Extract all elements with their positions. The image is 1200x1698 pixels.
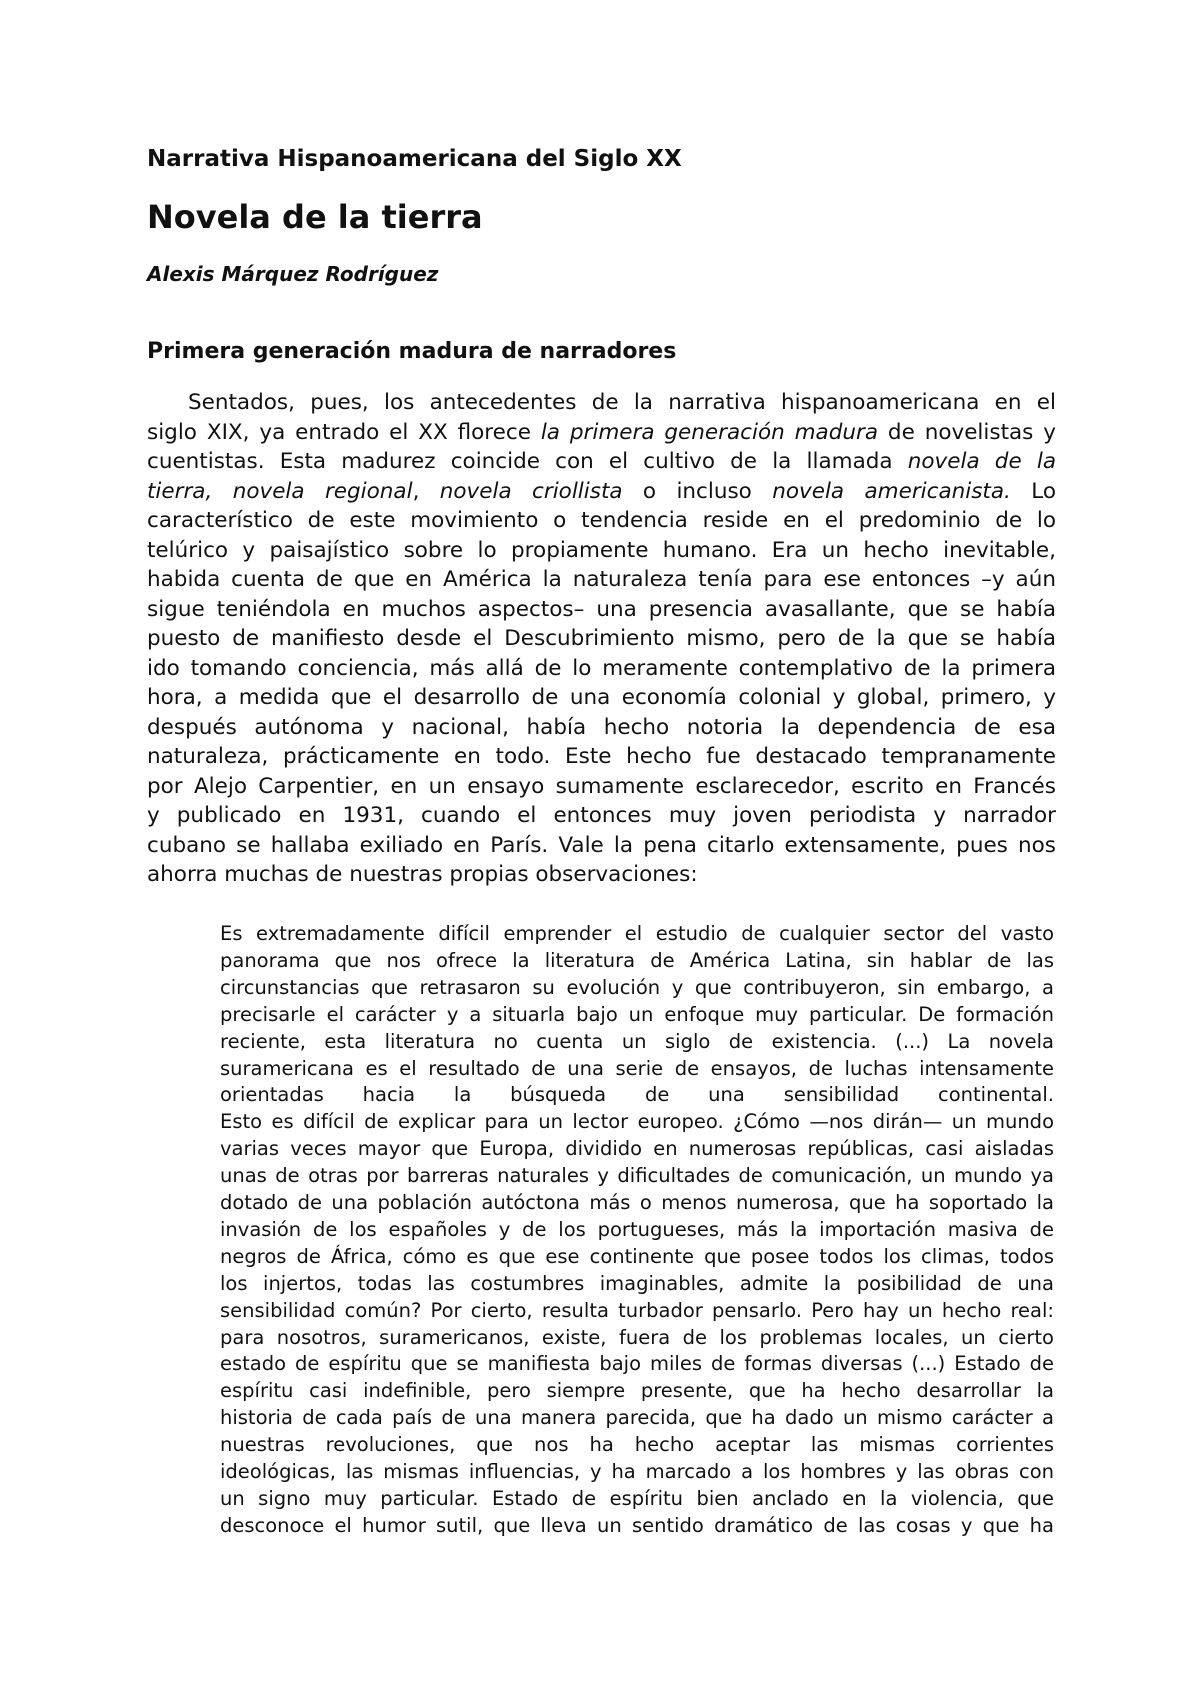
paragraph-line xyxy=(147,507,1056,535)
text-span: Lo xyxy=(1010,478,1057,504)
text-span: puesto de manifiesto desde el Descubrimiento mismo, pero de la que se había xyxy=(147,626,1056,651)
quote-line: dotado de una población autóctona más o menos numerosa, que ha soportado la xyxy=(220,1191,1054,1214)
quote-line: un signo muy particular. Estado de espíritu bien anclado en la violencia, que xyxy=(220,1486,1054,1510)
paragraph-line xyxy=(147,773,1056,801)
document-title: Narrativa Hispanoamericana del Siglo XX xyxy=(147,146,682,172)
quote-line: precisarle el carácter y a situarla bajo un enfoque muy particular. De formación xyxy=(220,1002,1054,1026)
paragraph-line xyxy=(147,448,1056,476)
document-subtitle: Novela de la tierra xyxy=(147,198,483,236)
paragraph-line xyxy=(147,419,1056,447)
quote-line: estado de espíritu que se manifiesta bajo miles de formas diversas (...) Estado de xyxy=(220,1352,1054,1376)
paragraph-line xyxy=(147,478,1056,506)
quote-line: sensibilidad común? Por cierto, resulta turbador pensarlo. Pero hay un hecho real: xyxy=(220,1298,1054,1322)
text-span: naturaleza, prácticamente en todo. Este hecho fue destacado tempranamente xyxy=(147,744,1056,769)
quote-line: para nosotros, suramericanos, existe, fuera de los problemas locales, un cierto xyxy=(220,1325,1054,1349)
text-span: siglo XIX, ya entrado el XX florece xyxy=(147,419,541,445)
paragraph-line xyxy=(147,832,1056,860)
quote-line: orientadas hacia la búsqueda de una sensibilidad continental. xyxy=(220,1083,1054,1107)
paragraph-line xyxy=(147,655,1056,683)
paragraph-line xyxy=(147,566,1056,594)
paragraph-line xyxy=(147,743,1056,771)
text-span: por Alejo Carpentier, en un ensayo sumamente esclarecedor, escrito en Francés xyxy=(147,773,1056,799)
italic-text: la primera generación madura xyxy=(540,419,879,445)
italic-text: novela de la xyxy=(907,449,1056,474)
italic-text: tierra, novela regional xyxy=(147,478,413,504)
text-span: , xyxy=(412,478,440,504)
quote-line: panorama que nos ofrece la literatura de América Latina, sin hablar de las xyxy=(220,948,1054,972)
text-span: Sentados, pues, los antecedentes de la narrativa hispanoamericana en el xyxy=(188,390,1056,415)
quote-line: nuestras revoluciones, que nos ha hecho aceptar las mismas corrientes xyxy=(220,1433,1054,1457)
quote-line: varias veces mayor que Europa, dividido en numerosas repúblicas, casi aisladas xyxy=(220,1137,1054,1161)
paragraph-line xyxy=(147,684,1056,712)
paragraph-line xyxy=(147,625,1056,653)
quote-line: suramericana es el resultado de una serie de ensayos, de luchas intensamente xyxy=(220,1056,1054,1080)
paragraph-line xyxy=(147,802,1056,830)
text-span: o incluso xyxy=(622,478,773,504)
text-span: telúrico y paisajístico sobre lo propiamente humano. Era un hecho inevitable, xyxy=(147,537,1056,563)
text-span: ahorra muchas de nuestras propias observaciones: xyxy=(147,862,698,887)
quote-line: circunstancias que retrasaron su evolución y que contribuyeron, sin embargo, a xyxy=(220,975,1054,999)
text-span: ido tomando conciencia, más allá de lo meramente contemplativo de la primera xyxy=(147,655,1056,681)
paragraph-line xyxy=(147,537,1056,565)
text-span: sigue teniéndola en muchos aspectos– una presencia avasallante, que se había xyxy=(147,596,1056,622)
text-span: cubano se hallaba exiliado en París. Vale la pena citarlo extensamente, pues nos xyxy=(147,832,1056,858)
italic-text: novela criollista xyxy=(439,478,623,504)
paragraph-line xyxy=(147,596,1056,624)
text-span: hora, a medida que el desarrollo de una economía colonial y global, primero, y xyxy=(147,685,1056,710)
text-span: cuentistas. Esta madurez coincide con el cultivo de la llamada xyxy=(147,449,908,474)
quote-line: Esto es difícil de explicar para un lector europeo. ¿Cómo —nos dirán— un mundo xyxy=(220,1110,1054,1134)
quote-line: los injertos, todas las costumbres imaginables, admite la posibilidad de una xyxy=(220,1271,1054,1295)
paragraph-line xyxy=(147,714,1056,742)
text-span: después autónoma y nacional, había hecho notoria la dependencia de esa xyxy=(147,714,1056,740)
quote-line: historia de cada país de una manera parecida, que ha dado un mismo carácter a xyxy=(220,1406,1054,1430)
quote-line: Es extremadamente difícil emprender el estudio de cualquier sector del vasto xyxy=(220,922,1054,945)
text-span: habida cuenta de que en América la naturaleza tenía para ese entonces –y aún xyxy=(147,567,1056,592)
quote-line: ideológicas, las mismas influencias, y ha marcado a los hombres y las obras con xyxy=(220,1460,1054,1483)
author-name: Alexis Márquez Rodríguez xyxy=(147,262,439,286)
quote-line: unas de otras por barreras naturales y dificultades de comunicación, un mundo ya xyxy=(220,1164,1054,1188)
paragraph-line xyxy=(188,389,1056,417)
quote-line: negros de África, cómo es que ese continente que posee todos los climas, todos xyxy=(220,1244,1054,1268)
paragraph-line xyxy=(147,861,698,889)
quote-line: invasión de los españoles y de los portugueses, más la importación masiva de xyxy=(220,1217,1054,1241)
quote-line: desconoce el humor sutil, que lleva un sentido dramático de las cosas y que ha xyxy=(220,1513,1054,1537)
italic-text: novela americanista. xyxy=(772,478,1011,504)
text-span: y publicado en 1931, cuando el entonces muy joven periodista y narrador xyxy=(147,803,1056,828)
quote-line: reciente, esta literatura no cuenta un siglo de existencia. (...) La novela xyxy=(220,1029,1054,1053)
text-span: característico de este movimiento o tendencia reside en el predominio de lo xyxy=(147,508,1056,533)
quote-line: espíritu casi indefinible, pero siempre presente, que ha hecho desarrollar la xyxy=(220,1379,1054,1403)
section-heading: Primera generación madura de narradores xyxy=(147,339,677,364)
text-span: de novelistas y xyxy=(878,419,1056,445)
